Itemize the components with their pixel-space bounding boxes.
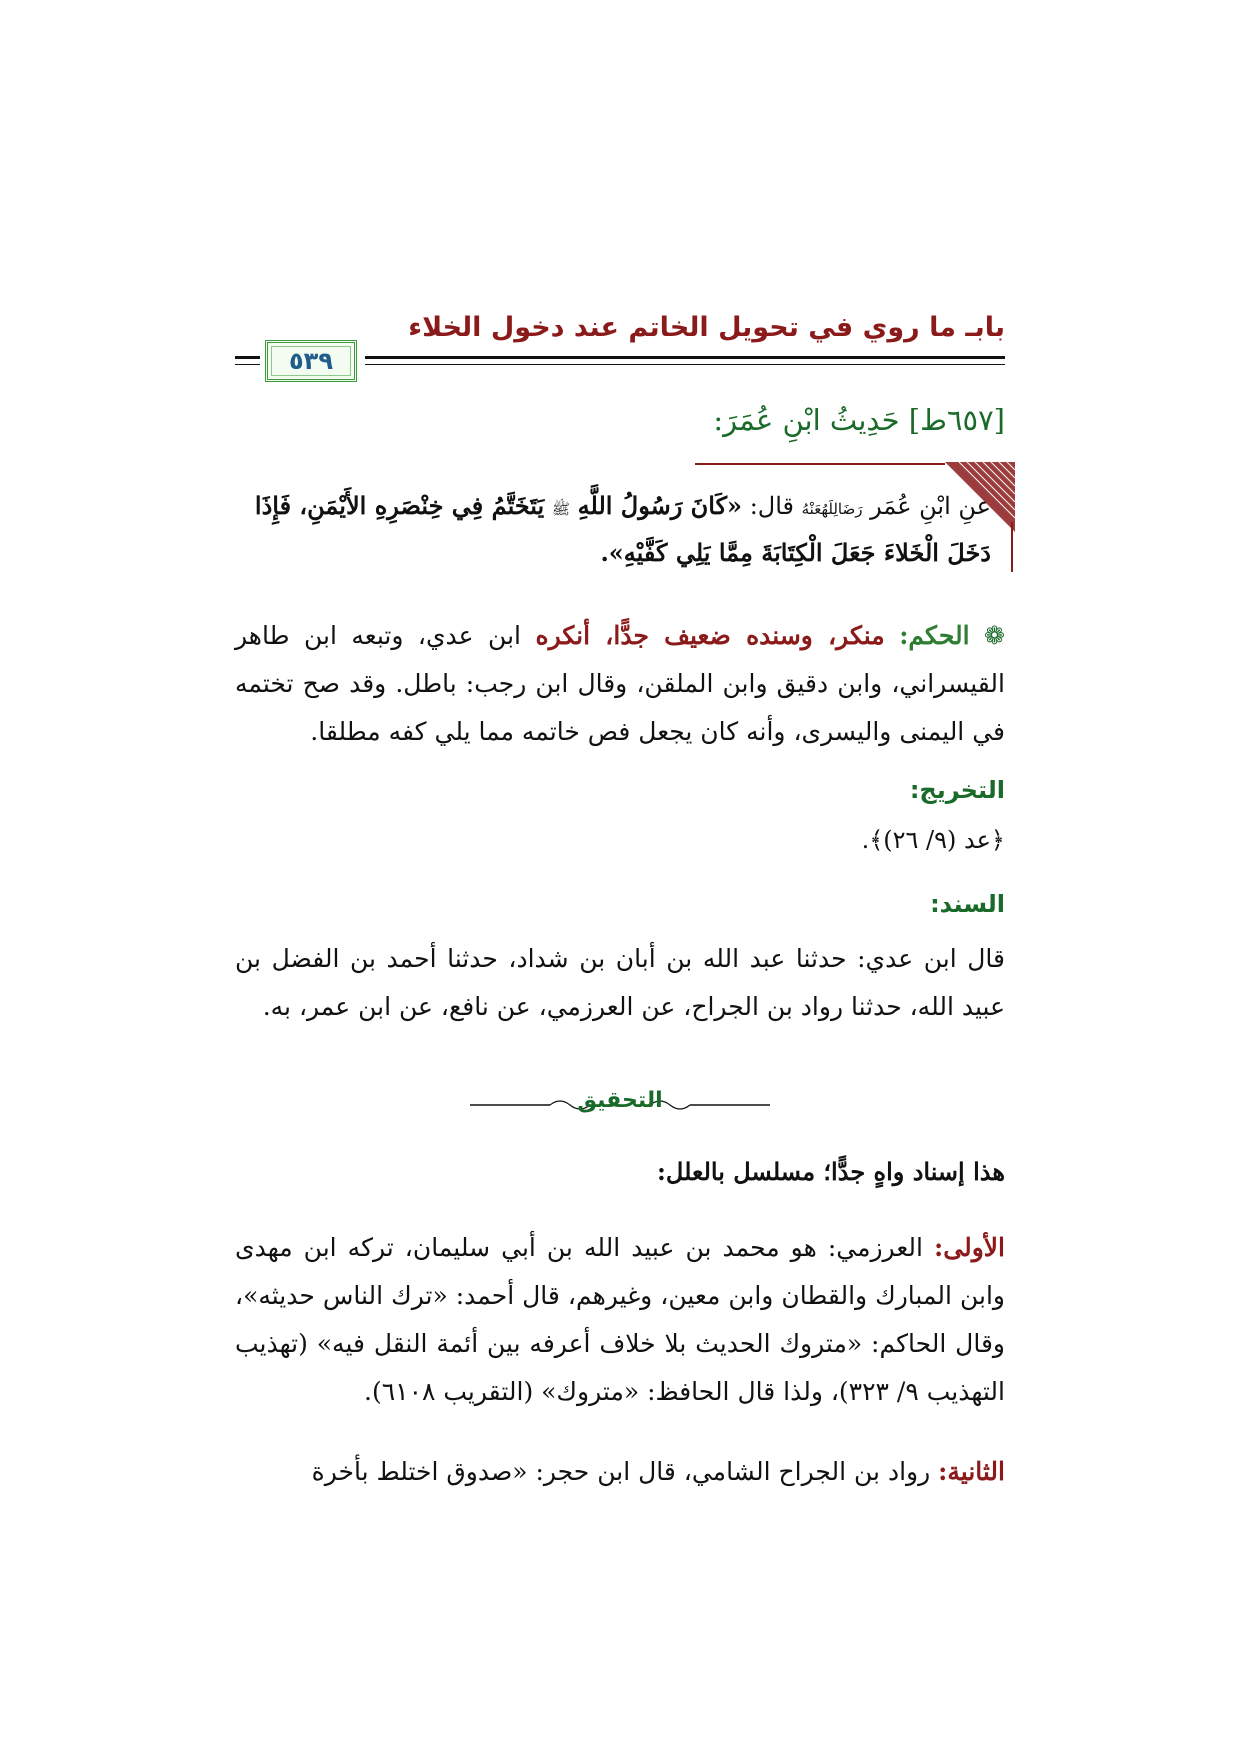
ruling-paragraph [235,612,1005,764]
flower-ornament-icon: ❁ [984,621,1005,650]
ruling-text: ابن عدي، وتبعه ابن طاهر القيسراني، وابن دقيق وابن الملقن، وقال ابن رجب: باطل. وقد صح تختمه في اليمنى واليسرى، وأنه كان يجعل فص خاتمه مما يلي كفه مطلقا. [235,621,1005,746]
header-rule [365,364,1005,365]
header-rule [365,356,1005,359]
header-rule [235,364,260,365]
hadith-box [235,462,1005,590]
ruling-verdict: منكر، وسنده ضعيف جدًّا، أنكره [535,621,885,650]
hadith-matn-part1: «كَانَ رَسُولُ اللَّهِ [577,491,743,520]
hadith-qala: قال: [749,492,794,520]
page-number: ٥٣٩ [289,347,333,375]
first-flaw-label: الأولى: [934,1233,1005,1262]
ruling-label: الحكم: [899,621,970,650]
takhrij-heading: التخريج: [909,776,1005,804]
takhrij-reference: ﴿عد (٩/ ٢٦)﴾. [861,826,1005,854]
salutation: ﷺ [551,500,570,518]
tahqiq-heading: التحقيق [577,1088,663,1113]
hadith-matn-part2: يَتَخَتَّمُ فِي خِنْصَرِهِ الأَيْمَنِ، فَإِذَا دَخَلَ الْخَلاءَ جَعَلَ الْكِتَابَةَ مِمَّا يَلِي كَفَّيْهِ». [254,491,991,567]
header-rule [235,356,260,359]
sanad-paragraph: قال ابن عدي: حدثنا عبد الله بن أبان بن شداد، حدثنا أحمد بن الفضل بن عبيد الله، حدثنا رواد بن الجراح، عن العرزمي، عن نافع، عن ابن عمر، به. [235,944,1005,1021]
honorific: رَضَالِلَهُعَنْهُ [801,500,863,518]
second-flaw-paragraph [235,1448,1005,1496]
hadith-box-rule [1011,522,1013,572]
first-flaw-text: العرزمي: هو محمد بن عبيد الله بن أبي سليمان، تركه ابن مهدى وابن المبارك والقطان وابن معين، وغيرهم، قال أحمد: «ترك الناس حديثه»، وقال الحاكم: «متروك الحديث بلا خلاف أعرفه بين أئمة النقل فيه» (تهذيب التهذيب ٩/ ٣٢٣)، ولذا قال الحافظ: «متروك» (التقريب ٦١٠٨). [235,1233,1005,1406]
hadith-text [231,484,991,575]
chapter-title: بابـ ما روي في تحويل الخاتم عند دخول الخلاء [408,312,1005,343]
hadith-title: [٦٥٧ط] حَدِيثُ ابْنِ عُمَرَ: [713,403,1005,437]
second-flaw-text: رواد بن الجراح الشامي، قال ابن حجر: «صدوق اختلط بأخرة [311,1457,931,1486]
sanad-heading: السند: [930,890,1005,918]
second-flaw-label: الثانية: [938,1457,1005,1486]
tahqiq-lead: هذا إسناد واهٍ جدًّا؛ مسلسل بالعلل: [657,1157,1005,1186]
hadith-box-rule [695,463,945,465]
page-number-badge [265,340,357,382]
first-flaw-paragraph [235,1224,1005,1416]
hadith-narrator: عنِ ابْنِ عُمَر [870,492,991,520]
page-header [235,312,1005,382]
